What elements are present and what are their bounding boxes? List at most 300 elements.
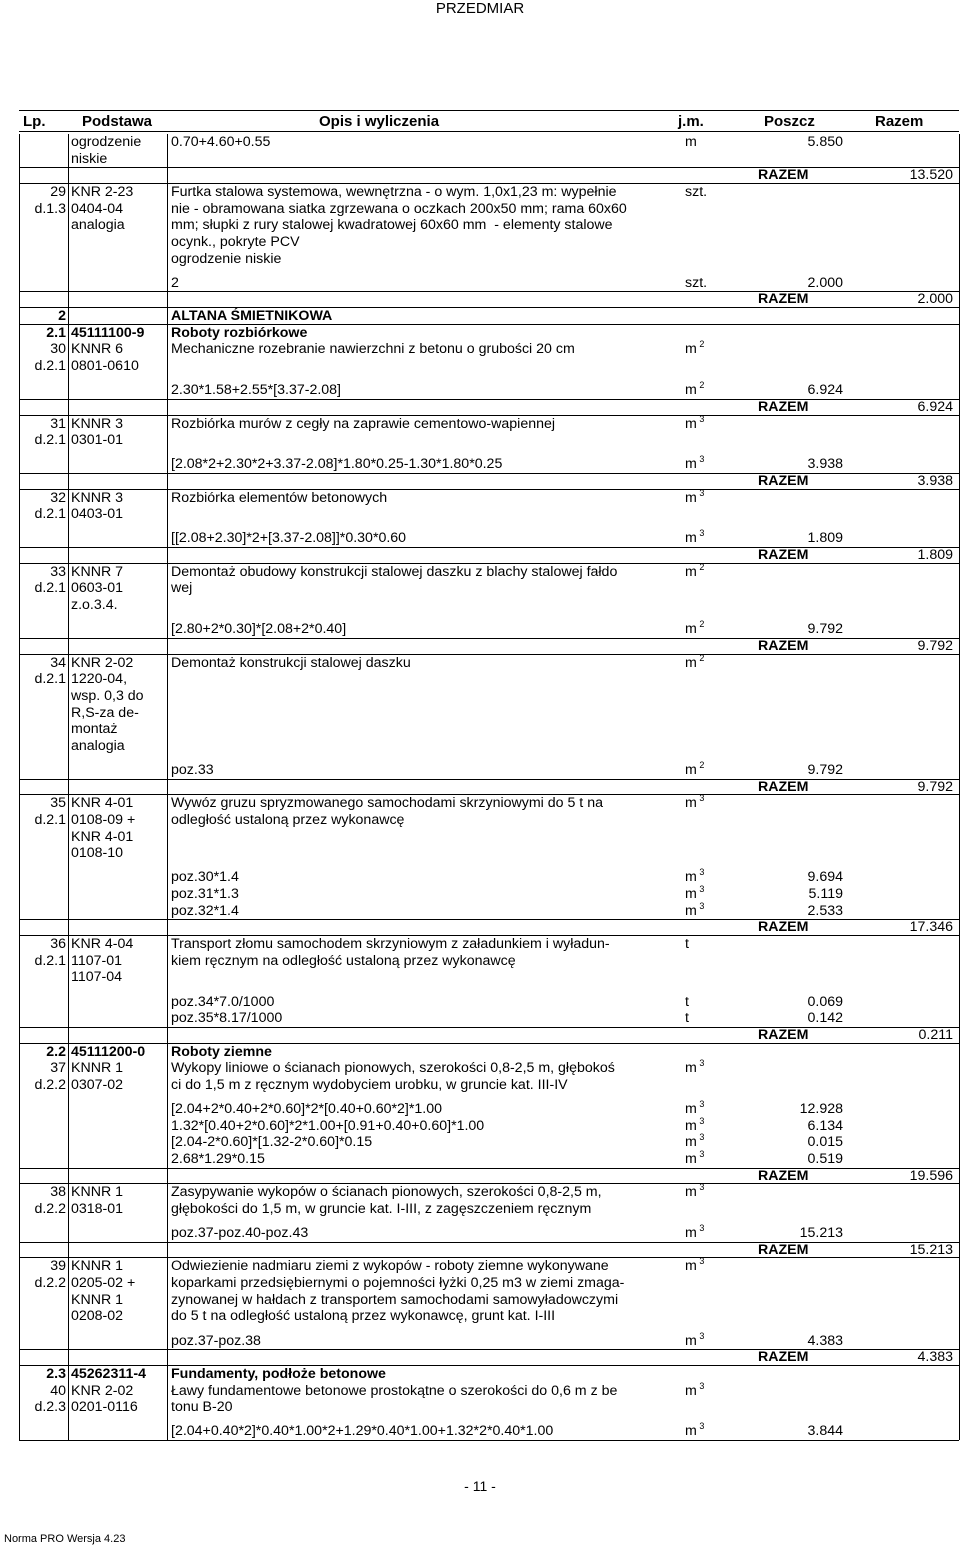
row-59-pd-text: KNNR 1 — [71, 1184, 124, 1201]
row-19-rz-text: 3.938 — [917, 472, 953, 489]
row-separator — [19, 654, 959, 655]
row-30-lp — [20, 671, 66, 688]
row-14-jm — [685, 382, 725, 399]
row-25-op-text: wej — [171, 580, 193, 597]
row-59-lp — [20, 1184, 66, 1201]
row-separator — [19, 183, 959, 184]
row-66-op-text: do 5 t na odległość ustaloną przez wykonawcę, grunt kat. I-III — [171, 1308, 556, 1325]
row-3-lp — [20, 184, 66, 201]
row-48-op-text: poz.34*7.0/1000 — [171, 993, 275, 1010]
row-37-pd — [71, 795, 167, 812]
header-unit: j.m. — [678, 113, 704, 130]
row-9-rl — [758, 291, 850, 308]
row-42-op-text: poz.31*1.3 — [171, 886, 239, 903]
row-15-rz-text: 6.924 — [917, 398, 953, 415]
row-16-jm-text: m — [685, 415, 697, 432]
row-45-pd-text: KNR 4-04 — [71, 936, 134, 953]
row-21-lp-text: d.2.1 — [34, 506, 66, 523]
row-70-lp-text: 40 — [50, 1382, 66, 1399]
row-41-jm-text: m — [685, 869, 697, 886]
row-48-ps-text: 0.069 — [807, 993, 843, 1010]
row-68-rl-text: RAZEM — [758, 1349, 809, 1366]
row-24-unit-exponent: 2 — [696, 561, 705, 572]
row-56-ps-text: 0.015 — [807, 1134, 843, 1151]
row-10-lp — [20, 308, 66, 325]
row-38-op — [171, 812, 649, 829]
row-4-op — [171, 201, 649, 218]
row-12-pd — [71, 341, 167, 358]
row-19-rl-text: RAZEM — [758, 472, 809, 489]
row-16-lp — [20, 416, 66, 433]
row-68-rz-text: 4.383 — [917, 1349, 953, 1366]
row-34-pd-text: analogia — [71, 737, 125, 754]
row-57-unit-exponent: 3 — [696, 1148, 705, 1159]
row-23-rz — [845, 547, 953, 564]
document-title: PRZEDMIAR — [435, 0, 525, 17]
row-72-unit-exponent: 3 — [696, 1421, 705, 1432]
row-17-pd-text: 0301-01 — [71, 432, 124, 449]
row-44-rz-text: 17.346 — [909, 919, 953, 936]
row-43-op-text: poz.32*1.4 — [171, 902, 239, 919]
row-61-op — [171, 1225, 649, 1242]
row-56-jm — [685, 1134, 725, 1151]
row-38-pd-text: 0108-09 + — [71, 811, 136, 828]
row-59-jm — [685, 1184, 725, 1201]
header-basis: Podstawa — [82, 113, 153, 130]
row-57-op-text: 2.68*1.29*0.15 — [171, 1150, 265, 1167]
row-separator — [19, 1183, 959, 1184]
row-29-op-text: Demontaż konstrukcji stalowej daszku — [171, 654, 411, 671]
row-48-jm — [685, 994, 725, 1011]
row-16-lp-text: 31 — [50, 415, 66, 432]
row-54-unit-exponent: 3 — [696, 1099, 705, 1109]
row-51-op-text: Roboty ziemne — [171, 1043, 272, 1060]
row-24-lp-text: 33 — [50, 563, 66, 580]
row-43-unit-exponent: 3 — [696, 900, 705, 911]
row-49-jm-text: t — [685, 1010, 689, 1027]
row-38-pd — [71, 812, 167, 829]
row-22-op-text: [[2.08+2.30]*2+[3.37-2.08]]*0.30*0.60 — [171, 530, 407, 547]
row-29-pd-text: KNR 2-02 — [71, 654, 134, 671]
row-58-rl — [758, 1168, 850, 1185]
row-63-lp-text: 39 — [50, 1258, 66, 1275]
row-66-pd-text: 0208-02 — [71, 1308, 124, 1325]
row-6-op — [171, 234, 649, 251]
row-40-pd-text: 0108-10 — [71, 845, 124, 862]
row-37-op-text: Wywóz gruzu spryzmowanego samochodami skrzyniowymi do 5 t na — [171, 795, 603, 812]
razem-separator — [19, 547, 959, 548]
row-69-pd — [71, 1366, 167, 1383]
row-63-op-text: Odwiezienie nadmiaru ziemi z wykopów - roboty ziemne wykonywane — [171, 1258, 609, 1275]
row-18-jm-text: m — [685, 456, 697, 473]
row-12-pd-text: KNNR 6 — [71, 341, 124, 358]
row-55-op — [171, 1118, 649, 1135]
row-70-op-text: Ławy fundamentowe betonowe prostokątne o szerokości do 0,6 m z be — [171, 1382, 618, 1399]
row-38-lp — [20, 812, 66, 829]
row-67-op — [171, 1333, 649, 1350]
row-42-ps — [725, 886, 843, 903]
row-51-pd — [71, 1044, 167, 1061]
row-24-jm-text: m — [685, 563, 697, 580]
row-16-op — [171, 416, 649, 433]
row-53-op — [171, 1077, 649, 1094]
row-separator — [19, 1043, 959, 1044]
row-63-pd — [71, 1258, 167, 1275]
row-64-pd-text: 0205-02 + — [71, 1275, 136, 1292]
row-62-rz-text: 15.213 — [909, 1241, 953, 1258]
row-50-rl-text: RAZEM — [758, 1026, 809, 1043]
row-14-unit-exponent: 2 — [696, 380, 705, 391]
row-72-jm-text: m — [685, 1423, 697, 1440]
row-10-lp-text: 2 — [58, 308, 66, 325]
row-38-op-text: odległość ustaloną przez wykonawcę — [171, 811, 405, 828]
row-20-jm-text: m — [685, 489, 697, 506]
row-55-jm-text: m — [685, 1117, 697, 1134]
row-63-lp — [20, 1258, 66, 1275]
page-number: - 11 - — [464, 1478, 496, 1494]
row-12-op — [171, 341, 649, 358]
row-23-rz-text: 1.809 — [917, 547, 953, 564]
row-4-pd-text: 0404-04 — [71, 200, 124, 217]
row-59-pd — [71, 1184, 167, 1201]
row-16-pd-text: KNNR 3 — [71, 415, 124, 432]
row-8-jm-text: szt. — [685, 274, 708, 291]
row-53-op-text: ci do 1,5 m z ręcznym wydobyciem urobku, w gruncie kat. III-IV — [171, 1076, 568, 1093]
row-70-jm — [685, 1380, 725, 1400]
software-footer: Norma PRO Wersja 4.23 — [4, 1533, 126, 1545]
row-65-op — [171, 1292, 649, 1309]
row-21-pd — [71, 506, 167, 523]
row-53-pd-text: 0307-02 — [71, 1076, 124, 1093]
row-24-pd-text: KNNR 7 — [71, 563, 124, 580]
row-35-jm-text: m — [685, 762, 697, 778]
row-46-pd-text: 1107-01 — [71, 952, 123, 969]
row-71-pd-text: 0201-0116 — [71, 1399, 138, 1416]
row-59-op-text: Zasypywanie wykopów o ścianach pionowych, szerokości 0,8-2,5 m, — [171, 1184, 602, 1201]
row-66-pd — [71, 1308, 167, 1325]
row-46-op-text: kiem ręcznym na odległość ustaloną przez wykonawcę — [171, 952, 516, 969]
row-30-pd-text: 1220-04, — [71, 671, 128, 688]
row-70-pd — [71, 1383, 167, 1400]
row-6-op-text: ocynk., pokryte PCV — [171, 233, 300, 250]
row-33-pd — [71, 721, 167, 738]
row-20-lp — [20, 490, 66, 507]
row-27-op — [171, 621, 649, 638]
row-46-op — [171, 953, 649, 970]
row-50-rl — [758, 1027, 850, 1044]
row-51-pd-text: 45111200-0 — [71, 1043, 146, 1060]
row-35-op-text: poz.33 — [171, 762, 214, 778]
row-separator — [19, 1257, 959, 1258]
row-64-op — [171, 1275, 649, 1292]
row-61-jm-text: m — [685, 1225, 697, 1242]
row-11-op — [171, 325, 649, 342]
row-70-unit-exponent: 3 — [696, 1380, 705, 1391]
row-51-op — [171, 1044, 649, 1061]
row-0-jm — [685, 134, 725, 151]
row-59-lp-text: 38 — [50, 1184, 66, 1201]
row-55-ps — [725, 1118, 843, 1135]
row-72-op-text: [2.04+0.40*2]*0.40*1.00*2+1.29*0.40*1.00+1.32*2*0.40*1.00 — [171, 1423, 554, 1440]
row-23-rl-text: RAZEM — [758, 547, 809, 564]
row-36-rz — [845, 779, 953, 796]
row-53-pd — [71, 1077, 167, 1094]
row-20-jm — [685, 487, 725, 507]
row-22-jm — [685, 530, 725, 547]
row-52-op-text: Wykopy liniowe o ścianach pionowych, szerokości 0,8-2,5 m, głębokoś — [171, 1060, 615, 1077]
row-39-pd-text: KNR 4-01 — [71, 828, 134, 845]
razem-separator — [19, 291, 959, 292]
row-8-op-text: 2 — [171, 274, 179, 291]
row-37-jm-text: m — [685, 795, 697, 812]
razem-separator — [19, 919, 959, 920]
row-60-lp — [20, 1201, 66, 1218]
row-39-pd — [71, 829, 167, 846]
row-49-op — [171, 1010, 649, 1027]
row-41-ps — [725, 869, 843, 886]
row-49-jm — [685, 1010, 725, 1027]
row-46-pd — [71, 953, 167, 970]
row-61-jm — [685, 1225, 725, 1242]
row-0-ps-text: 5.850 — [807, 134, 843, 150]
razem-separator — [19, 167, 959, 168]
row-36-rz-text: 9.792 — [917, 778, 953, 795]
row-67-jm — [685, 1330, 725, 1350]
row-43-ps — [725, 903, 843, 920]
row-18-unit-exponent: 3 — [696, 454, 705, 465]
row-33-pd-text: montaż — [71, 721, 118, 738]
row-35-op — [171, 762, 649, 779]
row-4-lp — [20, 201, 66, 218]
row-20-op — [171, 490, 649, 507]
row-61-ps-text: 15.213 — [799, 1225, 843, 1242]
row-9-rz — [845, 291, 953, 308]
row-12-jm — [685, 341, 725, 358]
row-27-jm — [685, 621, 725, 638]
row-71-op-text: tonu B-20 — [171, 1399, 233, 1416]
row-57-jm-text: m — [685, 1150, 697, 1167]
row-55-op-text: 1.32*[0.40+2*0.60]*2*1.00+[0.91+0.40+0.60]*1.00 — [171, 1117, 485, 1134]
row-41-ps-text: 9.694 — [807, 869, 843, 886]
row-8-ps — [725, 275, 843, 292]
row-27-ps-text: 9.792 — [807, 621, 843, 638]
row-34-pd — [71, 738, 167, 755]
row-0-jm-text: m — [685, 134, 697, 150]
table-bottom-border — [19, 1440, 959, 1441]
row-24-lp — [20, 564, 66, 581]
row-0-pd — [71, 134, 167, 151]
row-52-lp — [20, 1060, 66, 1077]
row-42-jm-text: m — [685, 886, 697, 903]
row-0-op-text: 0.70+4.60+0.55 — [171, 134, 271, 150]
row-17-pd — [71, 432, 167, 449]
row-5-op-text: mm; słupki z rury stalowej kwadratowej 60x60 mm - elementy stalowe — [171, 217, 613, 234]
row-55-unit-exponent: 3 — [696, 1115, 705, 1126]
row-3-lp-text: 29 — [50, 183, 66, 200]
row-71-pd — [71, 1399, 167, 1416]
row-12-jm-text: m — [685, 341, 697, 358]
row-22-op — [171, 530, 649, 547]
row-8-jm — [685, 275, 725, 292]
row-54-jm-text: m — [685, 1101, 697, 1117]
row-2-rz-text: 13.520 — [909, 167, 953, 184]
row-1-pd — [71, 151, 167, 168]
row-7-op-text: ogrodzenie niskie — [171, 250, 282, 267]
row-22-ps — [725, 530, 843, 547]
row-72-ps — [725, 1423, 843, 1440]
row-18-op — [171, 456, 649, 473]
row-67-unit-exponent: 3 — [696, 1330, 705, 1341]
row-14-jm-text: m — [685, 382, 697, 399]
row-separator — [19, 415, 959, 416]
row-54-ps — [725, 1101, 843, 1118]
row-22-ps-text: 1.809 — [807, 530, 843, 547]
row-66-op — [171, 1308, 649, 1325]
row-67-ps-text: 4.383 — [807, 1332, 843, 1349]
row-19-rz — [845, 473, 953, 490]
row-11-lp — [20, 325, 66, 342]
row-23-rl — [758, 547, 850, 564]
row-37-unit-exponent: 3 — [696, 793, 705, 804]
row-48-jm-text: t — [685, 993, 689, 1010]
row-36-rl-text: RAZEM — [758, 778, 809, 795]
row-58-rz — [845, 1168, 953, 1185]
row-46-lp — [20, 953, 66, 970]
row-60-op-text: głębokości do 1,5 m, w gruncie kat. I-III, z zagęszczeniem ręcznym — [171, 1200, 592, 1217]
row-50-rz-text: 0.211 — [918, 1026, 953, 1043]
row-37-op — [171, 795, 649, 812]
row-63-pd-text: KNNR 1 — [71, 1258, 124, 1275]
row-25-pd — [71, 580, 167, 597]
row-72-ps-text: 3.844 — [807, 1423, 843, 1440]
row-20-pd-text: KNNR 3 — [71, 489, 124, 506]
row-3-jm — [685, 184, 725, 201]
row-56-unit-exponent: 3 — [696, 1132, 705, 1143]
row-22-unit-exponent: 3 — [696, 528, 705, 539]
row-57-ps — [725, 1151, 843, 1168]
row-29-lp-text: 34 — [50, 654, 66, 671]
row-60-pd — [71, 1201, 167, 1218]
row-29-unit-exponent: 2 — [696, 652, 705, 663]
row-1-pd-text: niskie — [71, 150, 108, 167]
row-11-op-text: Roboty rozbiórkowe — [171, 324, 308, 341]
razem-separator — [19, 1168, 959, 1169]
row-separator — [19, 935, 959, 936]
row-29-jm-text: m — [685, 654, 697, 671]
row-14-ps — [725, 382, 843, 399]
column-divider-2 — [167, 134, 168, 1440]
row-43-jm-text: m — [685, 902, 697, 919]
row-44-rl — [758, 919, 850, 936]
row-61-ps — [725, 1225, 843, 1242]
row-58-rl-text: RAZEM — [758, 1167, 809, 1184]
row-29-op — [171, 655, 649, 672]
row-51-lp-text: 2.2 — [46, 1043, 66, 1060]
row-71-op — [171, 1399, 649, 1416]
row-68-rz — [845, 1349, 953, 1366]
row-20-unit-exponent: 3 — [696, 487, 705, 498]
row-15-rl-text: RAZEM — [758, 398, 809, 415]
row-41-unit-exponent: 3 — [696, 867, 705, 878]
row-0-op — [171, 134, 649, 151]
row-72-op — [171, 1423, 649, 1440]
row-32-pd-text: R,S-za de- — [71, 704, 139, 721]
row-4-pd — [71, 201, 167, 218]
row-29-lp — [20, 655, 66, 672]
row-44-rz — [845, 919, 953, 936]
row-61-op-text: poz.37-poz.40-poz.43 — [171, 1225, 309, 1242]
row-11-pd — [71, 325, 167, 342]
row-43-op — [171, 903, 649, 920]
row-12-unit-exponent: 2 — [696, 339, 705, 350]
row-48-op — [171, 994, 649, 1011]
row-29-pd — [71, 655, 167, 672]
row-0-pd-text: ogrodzenie — [71, 134, 142, 150]
row-35-ps-text: 9.792 — [807, 762, 843, 778]
row-35-jm — [685, 762, 725, 779]
row-54-op — [171, 1101, 649, 1118]
row-71-lp — [20, 1399, 66, 1416]
row-67-jm-text: m — [685, 1332, 697, 1349]
row-62-rz — [845, 1242, 953, 1259]
row-60-op — [171, 1201, 649, 1218]
razem-separator — [19, 1027, 959, 1028]
row-12-lp-text: 30 — [50, 341, 66, 358]
row-72-jm — [685, 1423, 725, 1440]
row-3-op-text: Furtka stalowa systemowa, wewnętrzna - o wym. 1,0x1,23 m: wypełnie — [171, 183, 617, 200]
row-57-ps-text: 0.519 — [807, 1150, 843, 1167]
row-24-jm — [685, 561, 725, 581]
row-69-op-text: Fundamenty, podłoże betonowe — [171, 1365, 386, 1382]
row-35-ps — [725, 762, 843, 779]
row-32-pd — [71, 705, 167, 722]
row-43-jm — [685, 900, 725, 920]
row-64-lp-text: d.2.2 — [34, 1275, 66, 1292]
row-65-pd — [71, 1292, 167, 1309]
row-18-ps — [725, 456, 843, 473]
row-69-lp — [20, 1366, 66, 1383]
row-25-lp — [20, 580, 66, 597]
row-55-jm — [685, 1115, 725, 1135]
row-5-op — [171, 217, 649, 234]
row-43-ps-text: 2.533 — [807, 902, 843, 919]
row-24-op — [171, 564, 649, 581]
row-45-op-text: Transport złomu samochodem skrzyniowym z załadunkiem i wyładun- — [171, 936, 610, 953]
row-37-jm — [685, 795, 725, 812]
row-7-op — [171, 251, 649, 268]
row-18-op-text: [2.08*2+2.30*2+3.37-2.08]*1.80*0.25-1.30*1.80*0.25 — [171, 456, 503, 473]
row-28-rz-text: 9.792 — [917, 637, 953, 654]
row-42-op — [171, 886, 649, 903]
row-35-unit-exponent: 2 — [696, 760, 705, 770]
row-10-op — [171, 308, 649, 325]
row-3-pd-text: KNR 2-23 — [71, 183, 134, 200]
row-3-op — [171, 184, 649, 201]
row-30-lp-text: d.2.1 — [34, 671, 66, 688]
row-52-op — [171, 1060, 649, 1077]
row-45-jm — [685, 936, 725, 953]
row-40-pd — [71, 845, 167, 862]
row-11-lp-text: 2.1 — [46, 324, 66, 341]
row-59-jm-text: m — [685, 1184, 697, 1201]
row-28-rl — [758, 638, 850, 655]
row-59-op — [171, 1184, 649, 1201]
row-63-jm — [685, 1258, 725, 1275]
row-47-pd-text: 1107-04 — [71, 969, 123, 986]
row-29-jm — [685, 652, 725, 672]
row-20-lp-text: 32 — [50, 489, 66, 506]
row-4-lp-text: d.1.3 — [34, 200, 66, 217]
